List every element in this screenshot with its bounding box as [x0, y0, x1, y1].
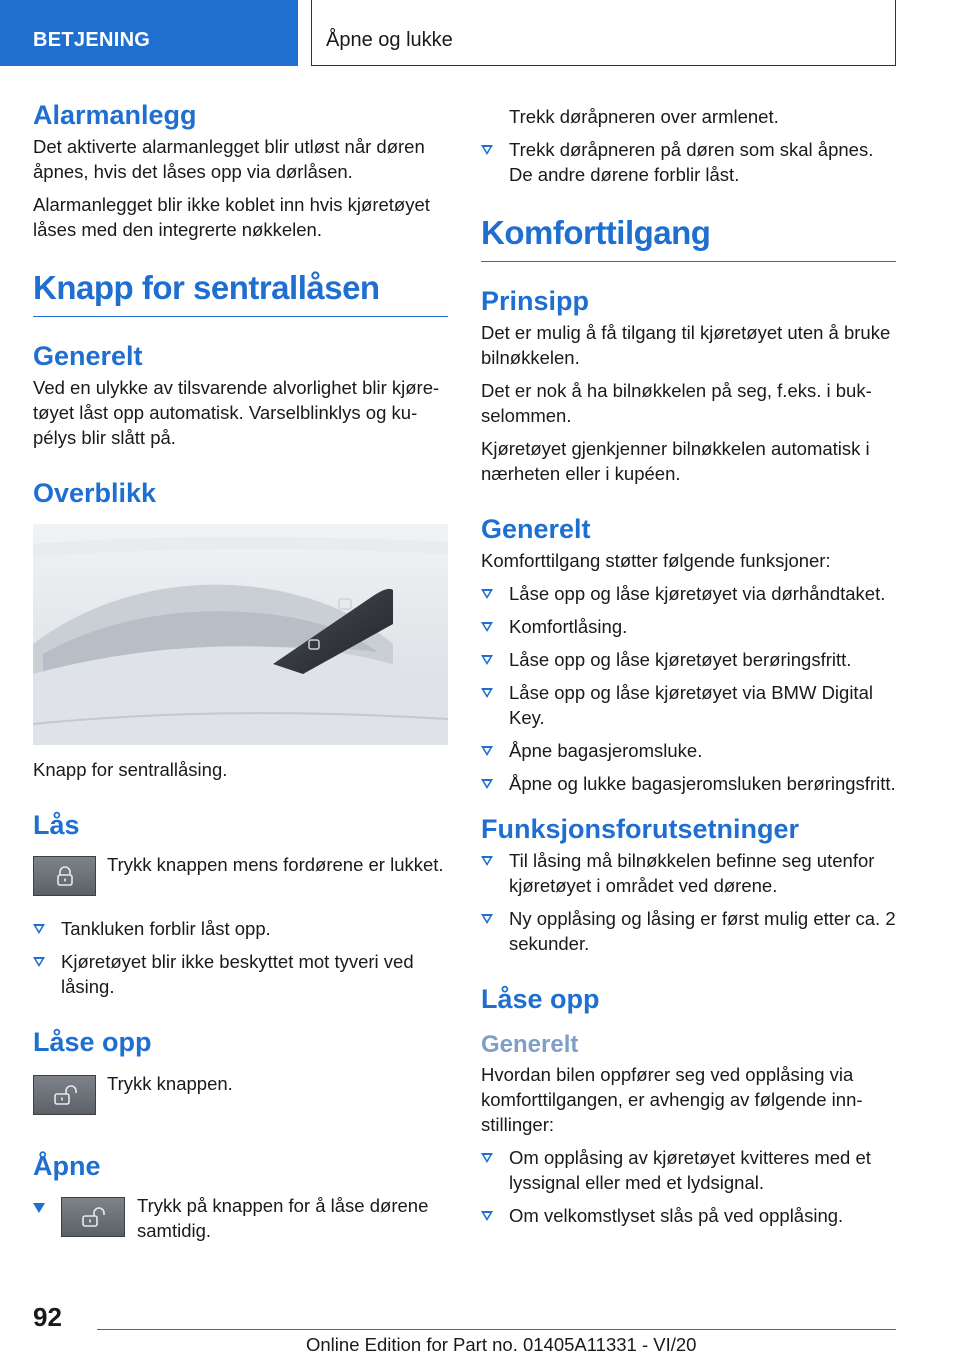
right-column	[481, 104, 896, 1236]
paragraph: Komforttilgang støtter følgende funksjoner:	[481, 550, 831, 571]
paragraph: Det er nok å ha bilnøkkelen på seg, f.eks. i bukselommen.	[481, 380, 872, 426]
list-item: Låse opp og låse kjøretøyet via BMW Digital Key.	[481, 680, 896, 730]
heading-unlock: Låse opp	[33, 1027, 152, 1057]
list-item: Åpne bagasjeromsluke.	[481, 738, 896, 763]
triangle-bullet-icon	[481, 622, 493, 632]
list-item: Komfortlåsing.	[481, 614, 896, 639]
triangle-bullet-icon	[33, 924, 45, 934]
list-item: Ny opplåsing og låsing er først mulig etter ca. 2 sekunder.	[481, 906, 896, 956]
unlock-icon	[33, 1075, 96, 1115]
list-item: Låse opp og låse kjøretøyet via dørhåndtaket.	[481, 581, 896, 606]
comfort-function-list	[481, 581, 896, 796]
list-item: Om velkomstlyset slås på ved opplåsing.	[481, 1203, 896, 1228]
paragraph: Kjøretøyet gjenkjenner bilnøkkelen automatisk i nærheten eller i kupéen.	[481, 438, 870, 484]
continued-text: Trekk døråpneren over armlenet.	[509, 106, 779, 127]
subheading-general: Generelt	[481, 1031, 579, 1058]
heading-open: Åpne	[33, 1151, 101, 1181]
section-label: BETJENING	[0, 0, 298, 66]
paragraph: Alarmanlegget blir ikke koblet inn hvis kjøretøyet låses med den integrerte nøkkelen.	[33, 194, 430, 240]
prerequisite-list	[481, 848, 896, 956]
edition-note: Online Edition for Part no. 01405A11331 - VI/20	[306, 1334, 697, 1355]
heading-alarm: Alarmanlegg	[33, 100, 197, 130]
triangle-bullet-icon	[481, 779, 493, 789]
heading-lock: Lås	[33, 810, 80, 840]
unlock-icon	[61, 1197, 125, 1237]
triangle-bullet-icon	[33, 957, 45, 967]
paragraph: Det aktiverte alarmanlegget blir utløst når døren åpnes, hvis det låses opp via dørlåsen.	[33, 136, 425, 182]
footer-divider	[97, 1329, 896, 1330]
heading-general-right: Generelt	[481, 514, 591, 544]
left-column	[33, 98, 448, 1253]
heading-overview: Overblikk	[33, 478, 157, 508]
triangle-bullet-icon	[481, 1211, 493, 1221]
triangle-bullet-icon	[481, 655, 493, 665]
image-caption: Knapp for sentrallåsing.	[33, 759, 228, 780]
list-item: Til låsing må bilnøkkelen befinne seg utenfor kjøretøyet i området ved dørene.	[481, 848, 896, 898]
unlock-instruction: Trykk knappen.	[107, 1073, 233, 1094]
triangle-bullet-icon	[481, 856, 493, 866]
triangle-bullet-icon	[481, 914, 493, 924]
list-item: Tankluken forblir låst opp.	[33, 916, 448, 941]
triangle-bullet-icon	[481, 145, 493, 155]
chapter-title: Åpne og lukke	[311, 0, 896, 66]
triangle-bullet-icon	[481, 688, 493, 698]
lock-bullets	[33, 916, 448, 999]
lock-button-row	[33, 852, 448, 908]
heading-prerequisites: Funksjonsforutsetninger	[481, 814, 800, 844]
continued-bullets	[481, 137, 896, 187]
list-item: Åpne og lukke bagasjeromsluken berøringsfritt.	[481, 771, 896, 796]
list-item: Trekk døråpneren på døren som skal åpnes. De andre dørene forblir låst.	[481, 137, 896, 187]
list-item: Kjøretøyet blir ikke beskyttet mot tyveri ved låsing.	[33, 949, 448, 999]
unlock-button-row	[33, 1071, 448, 1123]
triangle-bullet-icon	[33, 1203, 45, 1213]
paragraph: Hvordan bilen oppfører seg ved opplåsing via komforttilgangen, er avhengig av følgende innstillinger:	[481, 1064, 863, 1135]
heading-unlock-right: Låse opp	[481, 984, 600, 1014]
list-item: Om opplåsing av kjøretøyet kvitteres med et lyssignal eller med et lydsignal.	[481, 1145, 896, 1195]
page-header	[0, 0, 960, 66]
lock-icon	[33, 856, 96, 896]
unlock-settings-list	[481, 1145, 896, 1228]
paragraph: Det er mulig å få tilgang til kjøretøyet uten å bruke bilnøkkelen.	[481, 322, 891, 368]
heading-central-lock: Knapp for sentrallåsen	[33, 268, 448, 317]
triangle-bullet-icon	[481, 589, 493, 599]
triangle-bullet-icon	[481, 1153, 493, 1163]
heading-comfort-access: Komforttilgang	[481, 213, 896, 262]
open-instruction: Trykk på knappen for å låse dørene samtidig.	[137, 1195, 429, 1241]
triangle-bullet-icon	[481, 746, 493, 756]
door-panel-image	[33, 524, 448, 745]
page-number: 92	[33, 1302, 62, 1332]
list-item: Låse opp og låse kjøretøyet berøringsfritt.	[481, 647, 896, 672]
door-panel-illustration	[33, 524, 448, 745]
paragraph: Ved en ulykke av tilsvarende alvorlighet blir kjøretøyet låst opp automatisk. Varselblinklys og kupélys blir slått på.	[33, 377, 440, 448]
open-button-row	[33, 1193, 448, 1245]
lock-instruction: Trykk knappen mens fordørene er lukket.	[107, 854, 444, 875]
heading-general: Generelt	[33, 341, 143, 371]
heading-principle: Prinsipp	[481, 286, 590, 316]
